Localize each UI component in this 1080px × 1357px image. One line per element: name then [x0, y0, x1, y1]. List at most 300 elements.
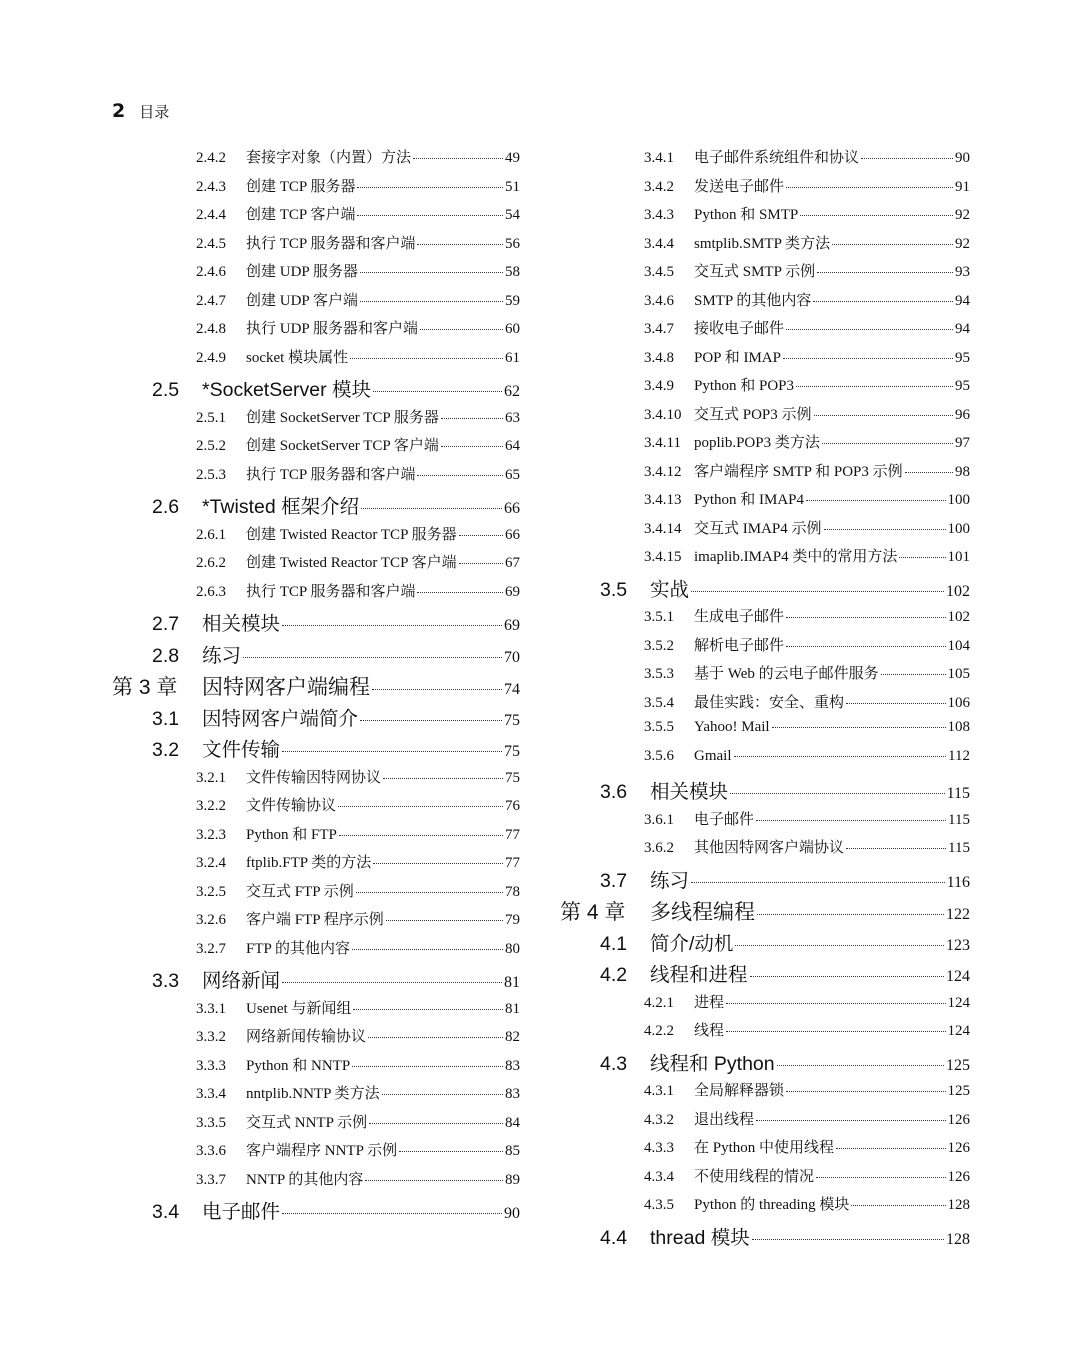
toc-entry-sub: [108, 880, 520, 909]
entry-page: 126: [947, 1140, 970, 1156]
entry-number: 3.5.1: [644, 609, 674, 625]
entry-number: 3.2.5: [196, 883, 226, 900]
entry-title: Python 和 SMTP: [694, 207, 799, 223]
toc-entry-sub: [108, 175, 520, 204]
entry-title: 其他因特网客户端协议: [694, 840, 845, 856]
dot-leader: [824, 529, 946, 530]
entry-page: 102: [947, 609, 970, 625]
entry-title: 执行 TCP 服务器和客户端: [246, 466, 416, 483]
dot-leader: [417, 592, 503, 593]
entry-page: 85: [505, 1143, 520, 1159]
entry-page: 62: [504, 383, 520, 400]
entry-page: 75: [504, 711, 520, 729]
toc-entry-sub: [108, 406, 520, 435]
entry-title: imaplib.IMAP4 类中的常用方法: [694, 549, 898, 565]
dot-leader: [822, 443, 953, 444]
dot-leader: [360, 301, 503, 302]
entry-number: 3.5.5: [644, 719, 674, 735]
entry-title: POP 和 IMAP: [694, 349, 781, 366]
entry-number: 2.4.2: [196, 150, 226, 166]
page-number: 2: [112, 100, 126, 122]
entry-number: 3.4.4: [644, 235, 674, 252]
dot-leader: [361, 508, 502, 509]
dot-leader: [772, 727, 946, 728]
dot-leader: [796, 386, 953, 387]
entry-number: 2.4.7: [196, 292, 226, 309]
entry-number: 3.6: [600, 781, 628, 803]
entry-page: 83: [505, 1057, 520, 1074]
entry-title: 电子邮件: [694, 811, 755, 828]
dot-leader: [360, 720, 502, 721]
toc-entry-sub: [556, 1108, 970, 1137]
entry-number: 3.4.3: [644, 207, 674, 223]
entry-title: 生成电子邮件: [694, 609, 785, 625]
dot-leader: [851, 1205, 945, 1206]
entry-page: 97: [955, 435, 970, 451]
entry-title: 相关模块: [650, 781, 729, 803]
toc-entry-sec: [108, 491, 520, 523]
entry-page: 54: [505, 207, 520, 223]
dot-leader: [881, 674, 946, 675]
entry-title: nntplib.NNTP 类方法: [246, 1086, 380, 1102]
toc-entry-sub: [108, 1082, 520, 1111]
entry-page: 115: [948, 840, 970, 856]
dot-leader: [726, 1003, 945, 1004]
entry-page: 96: [955, 406, 970, 423]
toc-entry-sec: [108, 703, 520, 735]
entry-number: 4.2: [600, 964, 628, 986]
entry-title: 创建 UDP 客户端: [246, 292, 358, 309]
entry-number: 2.7: [152, 613, 180, 635]
dot-leader: [786, 1091, 945, 1092]
toc-entry-sec: [556, 865, 970, 897]
entry-title: Python 和 POP3: [694, 378, 795, 394]
entry-page: 94: [955, 292, 970, 309]
entry-number: 2.4.5: [196, 235, 226, 252]
dot-leader: [352, 949, 503, 950]
toc-entry-sec: [108, 640, 520, 672]
dot-leader: [413, 158, 503, 159]
entry-page: 74: [504, 681, 520, 698]
entry-page: 70: [504, 648, 520, 666]
entry-number: 4.3.2: [644, 1111, 674, 1128]
entry-page: 115: [948, 811, 970, 828]
toc-entry-sub: [108, 1054, 520, 1083]
entry-page: 94: [955, 321, 970, 337]
dot-leader: [899, 557, 945, 558]
toc-entry-sub: [556, 403, 970, 432]
dot-leader: [282, 982, 502, 983]
entry-page: 80: [505, 940, 520, 957]
dot-leader: [800, 215, 953, 216]
entry-title: 文件传输: [202, 739, 281, 761]
entry-title: 因特网客户端编程: [202, 676, 370, 699]
entry-title: 基于 Web 的云电子邮件服务: [694, 666, 879, 682]
dot-leader: [814, 415, 953, 416]
entry-number: 4.3: [600, 1052, 628, 1075]
entry-number: 3.3.5: [196, 1114, 226, 1131]
entry-title: 不使用线程的情况: [694, 1168, 815, 1185]
entry-number: 3.5.6: [644, 747, 674, 764]
entry-title: 简介/动机: [650, 932, 734, 955]
entry-number: 3.5.3: [644, 666, 674, 682]
entry-page: 91: [955, 178, 970, 195]
dot-leader: [243, 657, 502, 658]
entry-number: 4.3.5: [644, 1197, 674, 1213]
toc-entry-sub: [556, 545, 970, 574]
entry-number: 3.4.10: [644, 406, 682, 423]
dot-leader: [357, 187, 503, 188]
entry-page: 51: [505, 178, 520, 195]
dot-leader: [691, 591, 944, 592]
entry-title: NNTP 的其他内容: [246, 1171, 364, 1188]
entry-title: 套接字对象（内置）方法: [246, 150, 412, 166]
entry-number: 3.2.6: [196, 912, 226, 928]
dot-leader: [816, 1177, 945, 1178]
entry-number: 3.4.15: [644, 549, 682, 565]
entry-title: poplib.POP3 类方法: [694, 435, 820, 451]
toc-entry-sub: [108, 434, 520, 463]
entry-title: 因特网客户端简介: [202, 707, 359, 730]
dot-leader: [750, 976, 944, 977]
toc-entry-sub: [108, 317, 520, 346]
entry-number: 3.4.2: [644, 178, 674, 195]
dot-leader: [356, 892, 503, 893]
entry-title: 实战: [650, 578, 690, 601]
entry-page: 66: [504, 500, 520, 517]
toc-entry-sec: [108, 608, 520, 640]
dot-leader: [417, 475, 503, 476]
entry-page: 79: [505, 912, 520, 928]
entry-page: 124: [947, 994, 970, 1011]
toc-entry-sub: [556, 1079, 970, 1108]
entry-number: 4.4: [600, 1226, 628, 1249]
entry-number: 4.3.1: [644, 1083, 674, 1099]
entry-number: 3.3.3: [196, 1057, 226, 1074]
dot-leader: [399, 1151, 503, 1152]
toc-entry-sub: [556, 808, 970, 837]
entry-title: 创建 SocketServer TCP 客户端: [246, 438, 439, 454]
entry-page: 82: [505, 1029, 520, 1045]
entry-number: 3.3.6: [196, 1143, 226, 1159]
toc-entry-sec: [108, 734, 520, 766]
entry-number: 2.4.9: [196, 349, 226, 366]
toc-entry-sub: [556, 517, 970, 546]
dot-leader: [836, 1148, 945, 1149]
entry-number: 2.6.2: [196, 555, 226, 571]
toc-entry-sub: [108, 851, 520, 880]
entry-title: 电子邮件系统组件和协议: [694, 150, 860, 166]
dot-leader: [756, 1120, 945, 1121]
entry-page: 65: [505, 466, 520, 483]
entry-title: 多线程编程: [650, 901, 755, 924]
entry-number: 2.6: [152, 496, 180, 518]
entry-page: 124: [947, 1023, 970, 1039]
toc-entry-sub: [108, 1111, 520, 1140]
dot-leader: [368, 1037, 503, 1038]
toc-entry-sub: [556, 203, 970, 232]
dot-leader: [783, 358, 953, 359]
toc-entry-sec: [108, 965, 520, 997]
entry-title: 执行 UDP 服务器和客户端: [246, 321, 418, 337]
entry-page: 49: [505, 150, 520, 166]
entry-number: 2.5.1: [196, 409, 226, 426]
entry-number: 3.3.7: [196, 1171, 226, 1188]
entry-title: thread 模块: [650, 1226, 750, 1249]
dot-leader: [372, 689, 502, 690]
entry-number: 3.4.8: [644, 349, 674, 366]
entry-number: 3.4.9: [644, 378, 674, 394]
entry-title: 交互式 IMAP4 示例: [694, 520, 822, 537]
entry-title: ftplib.FTP 类的方法: [246, 855, 372, 871]
entry-page: 59: [505, 292, 520, 309]
entry-number: 3.6.1: [644, 811, 674, 828]
entry-title: Python 和 NNTP: [246, 1057, 351, 1074]
dot-leader: [459, 563, 503, 564]
dot-leader: [386, 920, 503, 921]
entry-title: 交互式 SMTP 示例: [694, 264, 816, 280]
entry-page: 61: [505, 349, 520, 366]
entry-number: 3.5: [600, 578, 628, 601]
dot-leader: [282, 751, 502, 752]
dot-leader: [420, 329, 503, 330]
entry-title: 客户端 FTP 程序示例: [246, 912, 384, 928]
entry-title: 线程: [694, 1023, 725, 1039]
dot-leader: [786, 329, 953, 330]
toc-entry-sec: [556, 928, 970, 960]
entry-title: 电子邮件: [202, 1201, 281, 1223]
entry-page: 77: [505, 855, 520, 871]
dot-leader: [813, 301, 953, 302]
toc-entry-sub: [108, 794, 520, 823]
page-header: [112, 100, 169, 122]
entry-title: Gmail: [694, 747, 732, 764]
dot-leader: [786, 187, 953, 188]
toc-entry-sub: [108, 260, 520, 289]
dot-leader: [417, 244, 503, 245]
entry-page: 126: [947, 1111, 970, 1128]
toc-entry-chap: [556, 896, 970, 928]
entry-page: 93: [955, 264, 970, 280]
entry-number: 3.4.12: [644, 463, 682, 480]
toc-entry-sub: [556, 691, 970, 720]
entry-page: 126: [947, 1168, 970, 1185]
dot-leader: [282, 625, 502, 626]
entry-page: 81: [504, 974, 520, 991]
entry-page: 105: [947, 666, 970, 682]
entry-page: 84: [505, 1114, 520, 1131]
dot-leader: [756, 820, 946, 821]
dot-leader: [339, 835, 503, 836]
dot-leader: [373, 391, 502, 392]
entry-number: 2.8: [152, 644, 180, 667]
entry-page: 64: [505, 438, 520, 454]
toc-entry-sub: [108, 551, 520, 580]
toc-entry-sec: [556, 574, 970, 606]
entry-title: 最佳实践：安全、重构: [694, 694, 845, 711]
entry-number: 3.5.4: [644, 694, 674, 711]
entry-number: 3.2.4: [196, 855, 226, 871]
dot-leader: [441, 418, 503, 419]
entry-title: Usenet 与新闻组: [246, 1000, 352, 1017]
toc-entry-sec: [556, 776, 970, 808]
entry-title: 交互式 POP3 示例: [694, 406, 812, 423]
entry-number: 4.1: [600, 932, 628, 955]
entry-page: 95: [955, 378, 970, 394]
entry-page: 90: [504, 1205, 520, 1222]
entry-title: 执行 TCP 服务器和客户端: [246, 235, 416, 252]
toc-entry-sub: [108, 289, 520, 318]
entry-page: 123: [946, 936, 970, 954]
entry-page: 106: [947, 694, 970, 711]
entry-title: *Twisted 框架介绍: [202, 496, 360, 518]
entry-number: 3.4.7: [644, 321, 674, 337]
entry-page: 75: [505, 769, 520, 786]
entry-title: 相关模块: [202, 613, 281, 635]
dot-leader: [369, 1123, 503, 1124]
toc-right-column: [556, 146, 970, 1253]
entry-page: 58: [505, 264, 520, 280]
dot-leader: [846, 703, 945, 704]
entry-page: 125: [946, 1056, 970, 1074]
toc-entry-sub: [556, 1165, 970, 1194]
entry-number: 3.4.13: [644, 492, 682, 508]
dot-leader: [353, 1009, 503, 1010]
toc-entry-sub: [108, 463, 520, 492]
entry-number: 3.5.2: [644, 637, 674, 654]
toc-entry-sub: [556, 146, 970, 175]
dot-leader: [691, 882, 945, 883]
entry-number: 3.4.6: [644, 292, 674, 309]
entry-number: 2.4.3: [196, 178, 226, 195]
entry-title: 全局解释器锁: [694, 1083, 785, 1099]
toc-entry-sec: [556, 1222, 970, 1254]
toc-entry-sub: [108, 766, 520, 795]
entry-title: Yahoo! Mail: [694, 719, 770, 735]
entry-page: 77: [505, 826, 520, 843]
entry-number: 3.2.1: [196, 769, 226, 786]
entry-title: smtplib.SMTP 类方法: [694, 235, 831, 252]
dot-leader: [786, 646, 945, 647]
entry-title: 创建 Twisted Reactor TCP 客户端: [246, 555, 457, 571]
dot-leader: [861, 158, 953, 159]
entry-page: 81: [505, 1000, 520, 1017]
entry-page: 92: [955, 207, 970, 223]
toc-entry-sub: [108, 823, 520, 852]
entry-title: 线程和 Python: [650, 1052, 775, 1075]
dot-leader: [730, 793, 945, 794]
dot-leader: [735, 945, 944, 946]
entry-number: 4.3.3: [644, 1140, 674, 1156]
toc-entry-sub: [556, 431, 970, 460]
entry-number: 2.5.2: [196, 438, 226, 454]
toc-entry-sub: [556, 175, 970, 204]
toc-entry-sub: [556, 260, 970, 289]
entry-number: 4.3.4: [644, 1168, 674, 1185]
header-title: 目录: [139, 103, 170, 121]
entry-title: 进程: [694, 994, 725, 1011]
entry-page: 116: [946, 873, 970, 891]
entry-page: 125: [947, 1083, 970, 1099]
entry-title: 创建 TCP 服务器: [246, 178, 356, 195]
entry-title: 文件传输因特网协议: [246, 769, 382, 786]
entry-number: 3.1: [152, 707, 180, 730]
entry-number: 3.4.11: [644, 435, 681, 451]
dot-leader: [360, 272, 503, 273]
entry-number: 3.2.2: [196, 798, 226, 814]
entry-page: 67: [505, 555, 520, 571]
entry-page: 108: [947, 719, 970, 735]
entry-page: 76: [505, 798, 520, 814]
entry-number: 3.4.1: [644, 150, 674, 166]
toc-entry-sub: [108, 346, 520, 375]
entry-page: 101: [947, 549, 970, 565]
toc-entry-sub: [556, 719, 970, 748]
entry-title: 网络新闻: [202, 970, 281, 992]
entry-number: 3.2.3: [196, 826, 226, 843]
entry-title: 退出线程: [694, 1111, 755, 1128]
entry-number: 3.3: [152, 970, 180, 992]
toc-entry-sub: [108, 1025, 520, 1054]
entry-number: 3.4.5: [644, 264, 674, 280]
toc-entry-sub: [108, 1168, 520, 1197]
entry-page: 60: [505, 321, 520, 337]
entry-number: 3.3.2: [196, 1029, 226, 1045]
entry-number: 2.4.6: [196, 264, 226, 280]
dot-leader: [373, 863, 503, 864]
toc-entry-sub: [556, 232, 970, 261]
entry-title: 解析电子邮件: [694, 637, 785, 654]
toc-entry-sub: [556, 460, 970, 489]
entry-title: 客户端程序 NNTP 示例: [246, 1143, 398, 1159]
entry-title: 执行 TCP 服务器和客户端: [246, 583, 416, 600]
dot-leader: [752, 1239, 944, 1240]
dot-leader: [352, 1066, 503, 1067]
dot-leader: [832, 244, 953, 245]
entry-title: 练习: [202, 644, 242, 667]
toc-entry-sub: [556, 1193, 970, 1222]
entry-page: 90: [955, 150, 970, 166]
toc-entry-sec: [108, 374, 520, 406]
entry-title: 练习: [650, 869, 690, 892]
entry-page: 102: [946, 582, 970, 600]
entry-page: 69: [504, 617, 520, 634]
entry-number: 第 4 章: [560, 901, 626, 924]
toc-entry-sec: [556, 959, 970, 991]
toc-left-column: [108, 146, 520, 1228]
dot-leader: [846, 848, 946, 849]
entry-number: 3.2.7: [196, 940, 226, 957]
toc-entry-sub: [556, 374, 970, 403]
dot-leader: [350, 358, 503, 359]
toc-entry-sub: [556, 605, 970, 634]
entry-number: 3.4: [152, 1201, 180, 1223]
entry-title: 发送电子邮件: [694, 178, 785, 195]
entry-title: 在 Python 中使用线程: [694, 1140, 835, 1156]
dot-leader: [786, 617, 945, 618]
entry-number: 3.2: [152, 739, 180, 761]
entry-page: 95: [955, 349, 970, 366]
toc-entry-sub: [556, 346, 970, 375]
entry-page: 100: [947, 492, 970, 508]
entry-page: 89: [505, 1171, 520, 1188]
entry-page: 112: [948, 747, 970, 764]
entry-page: 63: [505, 409, 520, 426]
dot-leader: [365, 1180, 503, 1181]
entry-page: 124: [946, 968, 970, 985]
entry-number: 2.4.8: [196, 321, 226, 337]
toc-entry-sub: [108, 997, 520, 1026]
